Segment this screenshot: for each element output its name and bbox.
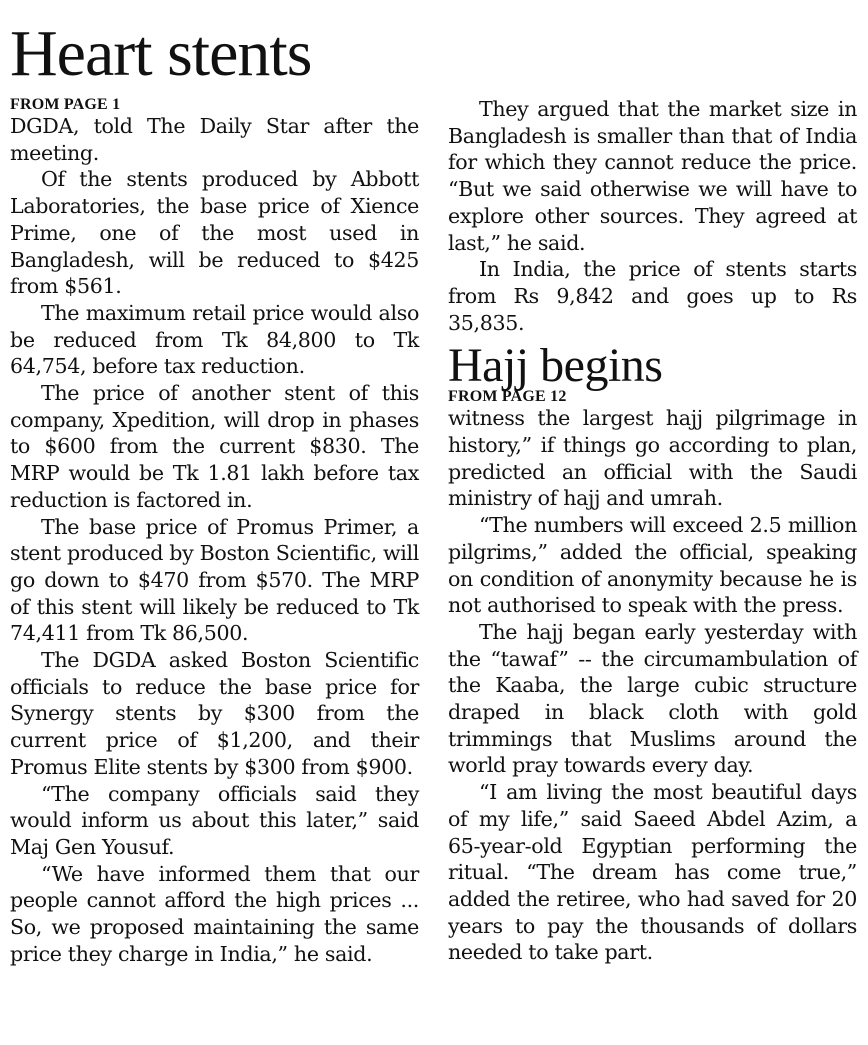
story1-paragraph: The price of another stent of this company, Xpedition, will drop in phases to $600 from the current $830. The MRP would be Tk 1.81 lakh before tax reduction is factored in. [10, 381, 419, 512]
jump-label-from-page-1: FROM PAGE 1 [10, 96, 121, 113]
story1-paragraph: DGDA, told The Daily Star after the meeting. [10, 114, 419, 165]
story1-paragraph: The base price of Promus Primer, a stent produced by Boston Scientific, will go down to $470 from $570. The MRP of this stent will likely be reduced to Tk 74,411 from Tk 86,500. [10, 514, 419, 646]
column-right [448, 96, 857, 966]
story1-paragraph: “The company officials said they would inform us about this later,” said Maj Gen Yousuf. [10, 781, 419, 859]
jump-label-from-page-12: FROM PAGE 12 [448, 388, 567, 406]
story2-paragraph: “I am living the most beautiful days of my life,” said Saeed Abdel Azim, a 65-year-old Egyptian performing the ritual. “The dream has come true,” added the retiree, who had saved for 20 years to pay the thousands of dollars needed to take part. [448, 780, 857, 965]
column-left [10, 96, 419, 968]
headline-hajj-begins: Hajj begins [448, 339, 663, 393]
story2-paragraph: “The numbers will exceed 2.5 million pilgrims,” added the official, speaking on condition of anonymity because he is not authorised to speak with the press. [448, 513, 857, 618]
story1-paragraph: Of the stents produced by Abbott Laboratories, the base price of Xience Prime, one of the most used in Bangladesh, will be reduced to $425 from $561. [10, 167, 419, 299]
story1-paragraph: “We have informed them that our people cannot afford the high prices ... So, we proposed maintaining the same price they charge in India,” he said. [10, 861, 419, 966]
story1-paragraph: The maximum retail price would also be reduced from Tk 84,800 to Tk 64,754, before tax reduction. [10, 300, 419, 379]
story2-paragraph: witness the largest hajj pilgrimage in history,” if things go according to plan, predicted an official with the Saudi ministry of hajj and umrah. [448, 406, 857, 511]
story1-paragraph: They argued that the market size in Bangladesh is smaller than that of India for which they cannot reduce the price. “But we said otherwise we will have to explore other sources. They agreed at last,” he said. [448, 97, 857, 255]
story2-paragraph: The hajj began early yesterday with the “tawaf” -- the circumambulation of the Kaaba, the large cubic structure draped in black cloth with gold trimmings that Muslims around the world pray towards every day. [448, 619, 857, 778]
story1-paragraph: In India, the price of stents starts from Rs 9,842 and goes up to Rs 35,835. [448, 257, 857, 335]
headline-heart-stents: Heart stents [10, 17, 312, 90]
story1-paragraph: The DGDA asked Boston Scientific officials to reduce the base price for Synergy stents by $300 from the current price of $1,200, and their Promus Elite stents by $300 from $900. [10, 648, 419, 779]
